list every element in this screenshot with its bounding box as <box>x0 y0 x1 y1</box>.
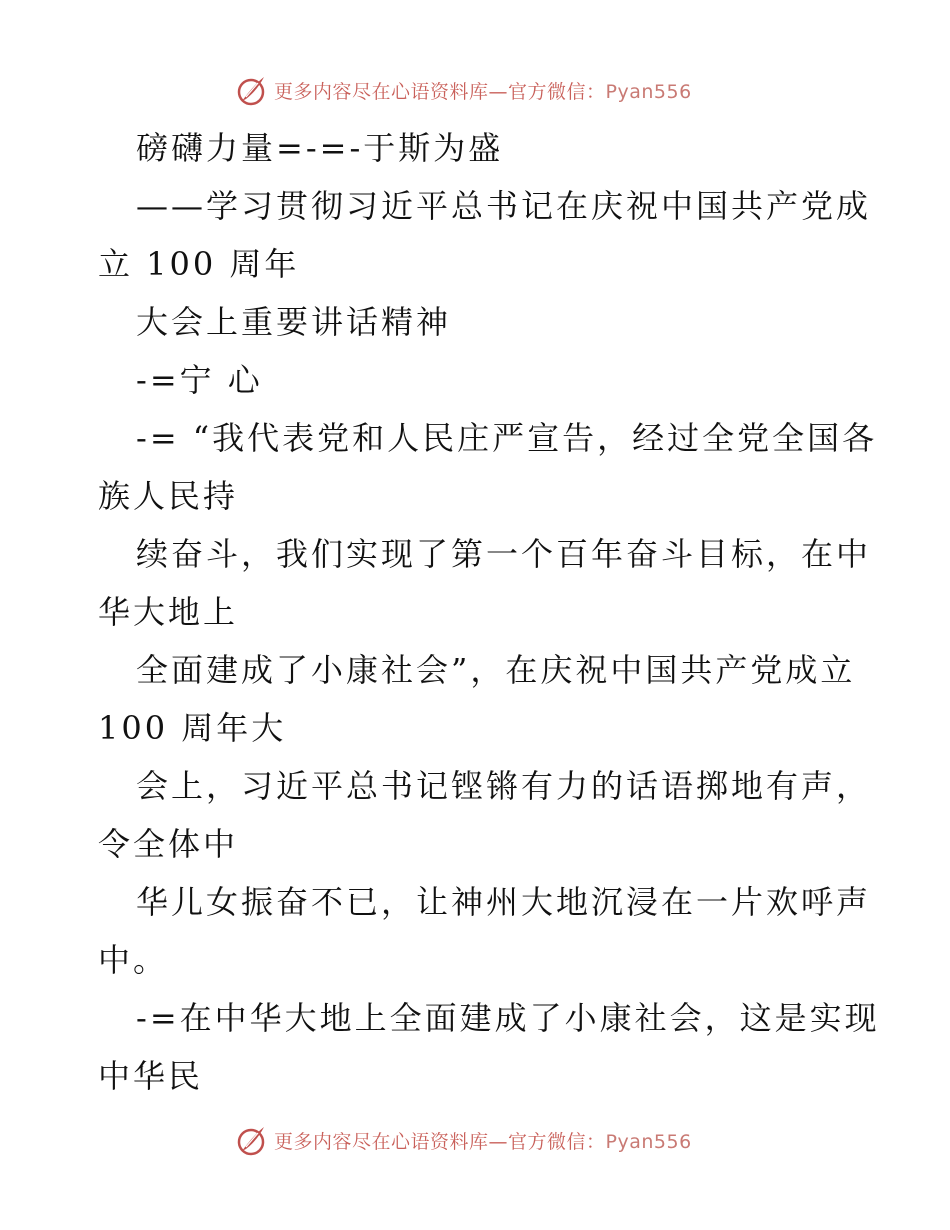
footer-wechat-id: Pyan556 <box>605 1130 692 1153</box>
title-line: 磅礴力量=-=-于斯为盛 <box>136 129 504 167</box>
paragraph-line: 续奋斗，我们实现了第一个百年奋斗目标，在中 <box>136 535 872 573</box>
subtitle-line-3: 大会上重要讲话精神 <box>136 303 452 341</box>
header-banner-text: 更多内容尽在心语资料库—官方微信：Pyan556 <box>274 80 692 103</box>
feather-pen-logo-icon <box>234 73 268 107</box>
header-wechat-id: Pyan556 <box>605 80 692 103</box>
author-line: -=宁 心 <box>136 361 263 399</box>
paragraph-line: 100 周年大 <box>98 709 287 747</box>
footer-banner-text: 更多内容尽在心语资料库—官方微信：Pyan556 <box>274 1130 692 1153</box>
footer-banner <box>234 1120 754 1160</box>
subtitle-line-2: 立 100 周年 <box>98 245 300 283</box>
paragraph-line: 令全体中 <box>98 825 239 863</box>
paragraph-line: -=在中华大地上全面建成了小康社会，这是实现 <box>136 999 880 1037</box>
paragraph-line: 中。 <box>98 941 169 979</box>
paragraph-line: 中华民 <box>98 1057 204 1095</box>
header-banner <box>234 70 754 110</box>
subtitle-line-1: ——学习贯彻习近平总书记在庆祝中国共产党成 <box>136 187 872 225</box>
paragraph-line: -= “我代表党和人民庄严宣告，经过全党全国各 <box>136 419 878 457</box>
paragraph-line: 华大地上 <box>98 593 239 631</box>
paragraph-line: 华儿女振奋不已，让神州大地沉浸在一片欢呼声 <box>136 883 872 921</box>
feather-pen-logo-icon <box>234 1123 268 1157</box>
paragraph-line: 全面建成了小康社会”，在庆祝中国共产党成立 <box>136 651 856 689</box>
paragraph-line: 族人民持 <box>98 477 239 515</box>
paragraph-line: 会上，习近平总书记铿锵有力的话语掷地有声， <box>136 767 872 805</box>
